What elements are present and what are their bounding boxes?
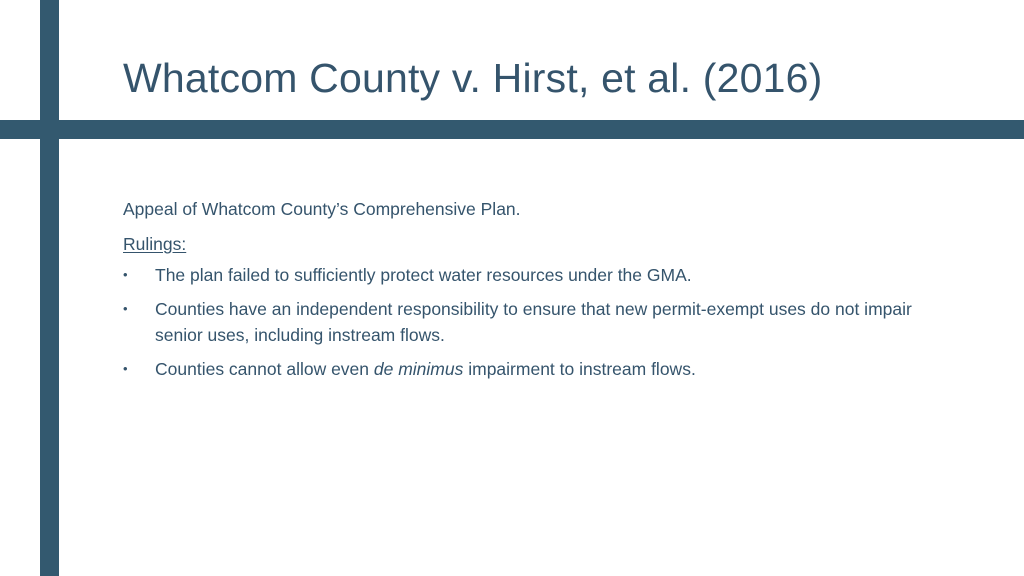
bullet-icon: • — [123, 361, 128, 376]
intro-text: Appeal of Whatcom County’s Comprehensive Plan. — [123, 199, 521, 219]
list-item — [123, 356, 915, 382]
bullet-icon: • — [123, 301, 128, 316]
bullet-text-emphasis: de minimus — [373, 359, 464, 379]
rulings-list — [123, 262, 923, 382]
bullet-text — [155, 359, 696, 379]
rulings-heading: Rulings: — [123, 234, 187, 254]
horizontal-accent-bar — [0, 120, 1024, 139]
slide-body — [123, 196, 923, 390]
bullet-text: The plan failed to sufficiently protect water resources under the GMA. — [155, 265, 692, 285]
bullet-text: Counties have an independent responsibility to ensure that new permit-exempt uses do not impair senior uses, including instream flows. — [155, 299, 912, 345]
list-item — [123, 262, 915, 288]
vertical-accent-bar — [40, 0, 59, 576]
list-item — [123, 296, 915, 348]
bullet-text-before: Counties cannot allow even — [155, 359, 374, 379]
bullet-icon: • — [123, 267, 128, 282]
slide-title: Whatcom County v. Hirst, et al. (2016) — [123, 55, 823, 101]
bullet-text-after: impairment to instream flows. — [463, 359, 696, 379]
